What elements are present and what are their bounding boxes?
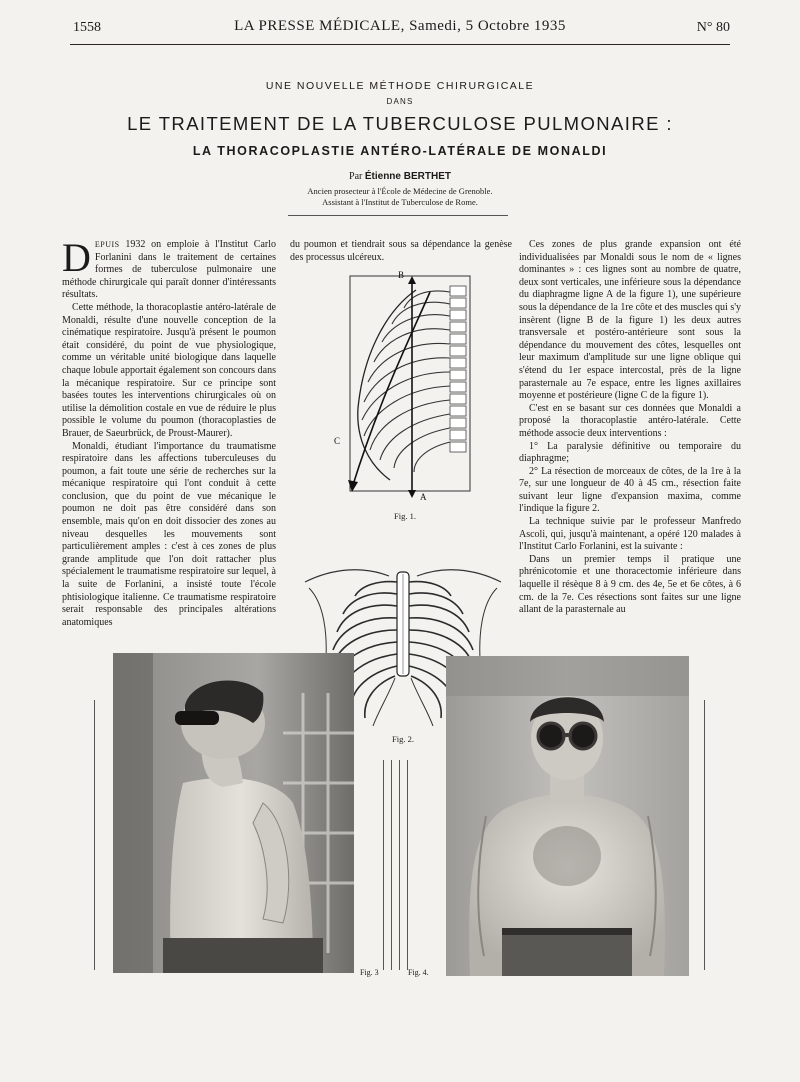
fig1-label-c: C	[334, 436, 341, 446]
article-kicker: UNE NOUVELLE MÉTHODE CHIRURGICALE	[265, 80, 535, 92]
article-connector: DANS	[386, 97, 414, 106]
article-subtitle: LA THORACOPLASTIE ANTÉRO-LATÉRALE DE MONALDI	[192, 144, 608, 158]
divider-line	[399, 760, 400, 970]
divider-line	[407, 760, 408, 970]
affiliation-1: Ancien prosecteur à l'École de Médecine de Grenoble.	[307, 186, 493, 196]
fig1-label-b: B	[398, 270, 405, 280]
title-rule	[288, 215, 508, 216]
paragraph-col3-4: 2° La résection de morceaux de côtes, de la 1re à la 7e, sur une longueur de 40 à 45 cm., résection faite suivant leur ligne d'expansion maxima, comme l'indique la figure 2.	[519, 465, 741, 515]
column-3	[519, 239, 741, 617]
figure-4-caption: Fig. 4.	[408, 968, 429, 977]
byline-prefix: Par	[349, 171, 363, 182]
paragraph-2: Cette méthode, la thoracoplastie antéro-latérale de Monaldi, résulte d'une nouvelle conception de la cinématique respiratoire. Jusqu'à présent le poumon était considéré, du point de vue physiologique, comme un véritable unité biologique dans laquelle chaque lobule apportait également son concours dans la mécanique respiratoire. Sur ce principe sont basées toutes les interventions chirurgicales où on utilise la démolition costale en vue de réduire le plus possible le volume du poumon (thoracoplasties de Brauer, de Saeurbrück, de Proust-Maurer).	[62, 301, 276, 439]
divider-line	[94, 700, 95, 970]
figure-1-lateral-thorax	[330, 268, 480, 508]
author-affiliations	[0, 186, 800, 208]
fig1-label-a: A	[420, 492, 427, 502]
column-2	[290, 239, 512, 264]
lead-text: 1932 on emploie à l'Institut Carlo Forlanini dans le traitement de certaines formes de tuberculose pulmonaire une méthode chirurgicale qui paraît donner d'intéressants résultats.	[62, 239, 276, 301]
page-number: 1558	[73, 20, 101, 35]
figure-1-caption: Fig. 1.	[394, 511, 416, 521]
masthead-rule	[70, 44, 730, 45]
figure-4-patient-frontal-photo	[446, 656, 689, 976]
byline	[0, 171, 800, 182]
paragraph-col3-1: Ces zones de plus grande expansion ont été individualisées par Monaldi sous le nom de « lignes dominantes » : ces lignes sont au nombre de quatre, deux sont verticales, une inférieure sous la dépendance du diaphragme ligne A de la figure 1), une supérieure sous la dépendance de la 1re côte et des muscles qui s'y insèrent (ligne B de la figure 1) les deux autres transversale et postéro-antérieure sont sous la dépendance du mouvement des côtes, lesquelles ont leur maximum d'amplitude sur une ligne oblique qui s'étend du 1er espace intercostal, près de la ligne parasternale au 7e espace, entre les lignes axillaires moyenne et postérieure (ligne C de la figure 1).	[519, 239, 742, 402]
affiliation-2: Assistant à l'Institut de Tuberculose de Rome.	[322, 197, 478, 207]
author-name: Étienne BERTHET	[364, 171, 451, 182]
drop-cap: D	[62, 235, 91, 280]
divider-line	[704, 700, 705, 970]
divider-line	[383, 760, 384, 970]
divider-line	[391, 760, 392, 970]
paragraph-col3-6: Dans un premier temps il pratique une phrénicotomie et une thoracectomie inférieure dans laquelle il résèque 8 à 9 cm. des 4e, 5e et 6e côtes, à 6 cm. de la 7e. Ces résections sont faites sur une ligne allant de la parasternale au	[519, 553, 741, 616]
paragraph-col3-5: La technique suivie par le professeur Manfredo Ascoli, qui, jusqu'à maintenant, a opéré 120 malades à l'Institut Carlo Forlanini, est la suivante :	[519, 516, 741, 553]
column-1	[62, 235, 276, 629]
paragraph-1	[62, 235, 276, 302]
issue-number: N° 80	[696, 20, 730, 35]
figure-3-patient-profile-photo	[113, 653, 354, 973]
paragraph-col3-2: C'est en se basant sur ces données que Monaldi a proposé la thoracoplastie antéro-latérale. Cette méthode associe deux interventions :	[519, 402, 741, 439]
figure-2-caption: Fig. 2.	[392, 734, 414, 744]
journal-title: LA PRESSE MÉDICALE, Samedi, 5 Octobre 1935	[234, 18, 566, 34]
article-title: LE TRAITEMENT DE LA TUBERCULOSE PULMONAIRE :	[127, 113, 673, 134]
paragraph-col2: du poumon et tiendrait sous sa dépendance la genèse des processus ulcéreux.	[290, 239, 512, 263]
paragraph-3: Monaldi, étudiant l'importance du traumatisme respiratoire dans les affections tuberculeuses du poumon, a fait toute une série de recherches sur la mécanique respiratoire qui l'ont conduit à cette conclusion, que du point de vue mécanique le poumon ne doit pas être considéré dans son ensemble, mais qu'on en doit dissocier des zones au niveau desquelles les mouvements sont particulièrement amples : c'est à ces zones de plus grande amplitude que l'on doit rattacher plus spécialement le traumatisme respiratoire sur lequel, à la suite de Forlanini, a insisté toute l'école phtisiologique italienne. Ce traumatisme respiratoire serait responsable des principales altérations anatomiques	[62, 440, 276, 628]
paragraph-col3-3: 1° La paralysie définitive ou temporaire du diaphragme;	[519, 440, 741, 465]
lead-smallcaps: EPUIS	[94, 240, 120, 249]
figure-3-caption: Fig. 3	[360, 968, 379, 977]
